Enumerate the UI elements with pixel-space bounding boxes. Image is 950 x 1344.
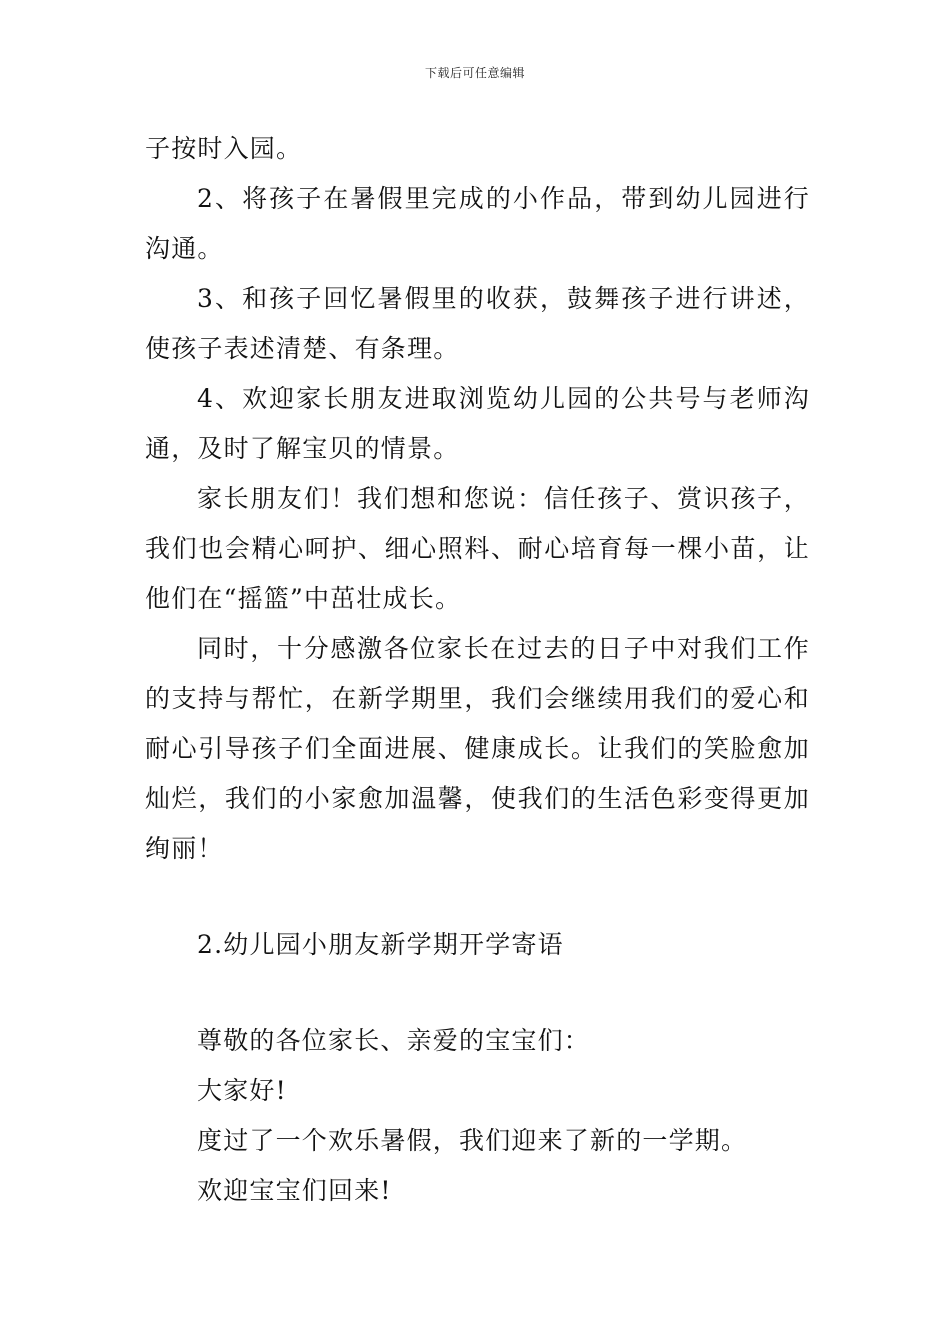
paragraph-item-3: 3、和孩子回忆暑假里的收获，鼓舞孩子进行讲述，使孩子表述清楚、有条理。: [145, 284, 810, 363]
letter-line: 度过了一个欢乐暑假，我们迎来了新的一学期。: [197, 1126, 748, 1155]
paragraph-message-to-parents: 家长朋友们！我们想和您说：信任孩子、赏识孩子，我们也会精心呵护、细心照料、耐心培育每一棵小苗，让他们在“摇篮”中茁壮成长。: [145, 484, 810, 613]
paragraph-item-4: 4、欢迎家长朋友进取浏览幼儿园的公共号与老师沟通，及时了解宝贝的情景。: [145, 384, 810, 463]
letter-line: 欢迎宝宝们回来!: [197, 1176, 392, 1205]
page-header-note: 下载后可任意编辑: [424, 66, 525, 80]
letter-greeting: 大家好!: [197, 1076, 287, 1105]
document-body: [145, 124, 810, 1216]
section-spacer: [145, 970, 810, 1016]
paragraph-item-2: 2、将孩子在暑假里完成的小作品，带到幼儿园进行沟通。: [145, 184, 810, 263]
section-title: 2.幼儿园小朋友新学期开学寄语: [197, 930, 564, 959]
paragraph-thanks: 同时，十分感激各位家长在过去的日子中对我们工作的支持与帮忙，在新学期里，我们会继续用我们的爱心和耐心引导孩子们全面进展、健康成长。让我们的笑脸愈加灿烂，我们的小家愈加温馨，使我们的生活色彩变得更加绚丽！: [145, 634, 810, 863]
letter-salutation: 尊敬的各位家长、亲爱的宝宝们：: [197, 1026, 591, 1055]
section-spacer: [145, 874, 810, 920]
paragraph-continuation: 子按时入园。: [145, 134, 303, 163]
